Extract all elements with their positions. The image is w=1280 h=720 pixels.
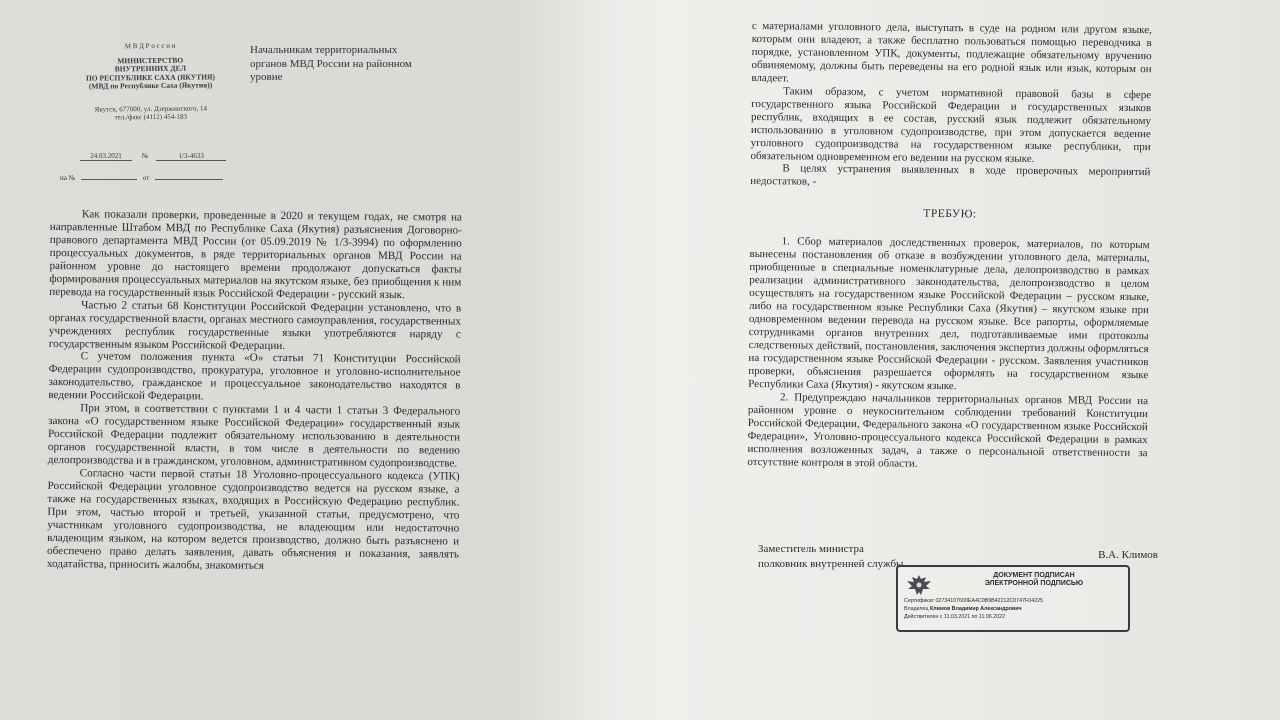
demand-item: 1. Сбор материалов доследственных проверок, материалов, по которым вынесены постановления об отказе в возбуждении уголовного дела, материалы, приобщенные в специальные номенклатурные дела, делопроизводство в рамках реализации административного законодательства, делопроизводство в целом осуществлять на государственном языке Российской Федерации – русском языке, либо на государственном языке Республики Саха (Якутия) – якутском языке при одновременном ведении перевода на русском языке. Все рапорты, оформляемые сотрудниками органов внутренних дел, подготавливаемые ими протоколы следственных действий, постановления, заключения экспертиз должны оформляться на государственном языке Российской Федерации - русском. Заявления участников проверки, объяснения разрешается оформлять на государственном языке Республики Саха (Якутия) - якутском языке. — [748, 235, 1150, 392]
eagle-emblem-icon — [904, 573, 934, 597]
letter-date: 24.03.2021 — [80, 152, 132, 161]
paragraph-continuation: с материалами уголовного дела, выступать в суде на родном или другом языке, которым они владеют, а также бесплатно пользоваться помощью переводчика в порядке, установленном УПК, документы, подлежащие обязательному вручению обвиняемому, должны быть переведены на его родной язык или язык, которым он владеет. — [751, 20, 1152, 85]
letterhead-internal: ВНУТРЕННИХ ДЕЛ — [114, 63, 187, 74]
signature-name: В.А. Климов — [1098, 549, 1158, 561]
letter-date-number — [80, 152, 240, 161]
paragraph: С учетом положения пункта «О» статьи 71 Конституции Российской Федерации судопроизводство, прокуратура, уголовное и уголовно-исполнительное законодательство, гражданское и процессуальное законодательство находятся в ведении Российской Федерации. — [48, 350, 461, 403]
addressee: Начальникам территориальных органов МВД России на районном уровне — [250, 44, 412, 83]
paragraph: Частью 2 статьи 68 Конституции Российской Федерации установлено, что в органах государственной власти, органах местного самоуправления, государственных учреждениях республик государственные языки употребляются наряду с государственным языком Российской Федерации. — [48, 298, 462, 352]
body-right — [747, 20, 1152, 473]
esign-cert-value: 02734107600EA4C0B9B42212C0747F04225 — [935, 598, 1043, 604]
esign-cert-label: Сертификат — [904, 598, 934, 604]
paragraph: Согласно части первой статьи 18 Уголовно-процессуального кодекса (УПК) Российской Федерации уголовное судопроизводство ведется на русском языке, а также на государственных языках, входящих в Российскую Федерацию республик. При этом, частью второй и третьей, указанной статьи, предусмотрено, что участникам уголовного судопроизводства, не владеющим или недостаточно владеющим языком, на котором ведется производство, должно быть разъяснено и обеспечено право делать заявления, давать объяснения и показания, заявлять ходатайства, приносить жалобы, знакомиться — [46, 467, 460, 572]
esign-valid-label: Действителен — [904, 614, 939, 620]
reference-number-line — [60, 174, 223, 182]
esign-owner-row — [904, 605, 1043, 613]
paragraph: При этом, в соответствии с пунктами 1 и 4 части 1 статьи 3 Федерального закона «О государственном языке Российской Федерации» государственный язык Российской Федерации подлежит обязательному использованию в деятельности органов государственной власти, в том числе в деятельности по ведению делопроизводства и в гражданском, уголовном, административном судопроизводстве. — [47, 402, 461, 470]
letterhead — [58, 41, 244, 122]
paragraph: В целях устранения выявленных в ходе проверочных мероприятий недостатков, - — [750, 162, 1151, 189]
letterhead-mvd: М В Д Р о с с и и — [124, 41, 176, 51]
letterhead-address: Якутск, 677000, ул. Дзержинского, 14 — [94, 103, 207, 114]
demand-item: 2. Предупреждаю начальников территориальных органов МВД России на районном уровне о неукоснительном соблюдении требований Конституции Российской Федерации, Федерального закона «О государственном языке Российской Федерации», Уголовно-процессуального кодекса Российской Федерации в рамках исполнения возложенных задач, а также о персональной ответственности за отсутствие контроля в этой области. — [747, 391, 1149, 470]
paragraph: Как показали проверки, проведенные в 2020 и текущем годах, не смотря на направленные Штабом МВД по Республике Саха (Якутия) разъяснения Договорно-правового департамента МВД России (от 05.09.2019 № 1/3-3994) по оформлению процессуальных документов, в ряде территориальных органов МВД России на районном уровне до настоящего времени продолжают допускаться факты формирования процессуальных материалов на якутском языке, без приобщения к ним перевода на государственный язык Российской Федерации - русский язык. — [49, 208, 462, 301]
esign-owner-value: Климов Владимир Александрович — [930, 606, 1022, 612]
signature-title-2: полковник внутренней службы — [758, 558, 904, 570]
signature-title-1: Заместитель министра — [758, 543, 864, 555]
letterhead-republic: ПО РЕСПУБЛИКЕ САХА (ЯКУТИЯ) — [85, 71, 215, 83]
esign-valid-row — [904, 613, 1043, 621]
electronic-signature-stamp — [896, 565, 1130, 632]
esign-details — [904, 597, 1043, 621]
esign-owner-label: Владелец — [904, 606, 929, 612]
esign-title — [944, 572, 1124, 588]
number-label: № — [141, 152, 149, 160]
paragraph: Таким образом, с учетом нормативной правовой базы в сфере государственного языка Российской Федерации и государственных языков республик, входящих в ее состав, русский язык подлежит обязательному использованию в уголовном судопроизводстве, при этом допускается ведение уголовного судопроизводства на государственном языке республики, при обязательном одновременном его ведении на русском языке. — [750, 85, 1152, 165]
demand-heading: ТРЕБУЮ: — [923, 208, 977, 221]
right-page — [640, 0, 1280, 720]
esign-title-1: ДОКУМЕНТ ПОДПИСАН — [993, 572, 1075, 579]
letterhead-phone: тел./факс (4112) 454-183 — [114, 112, 188, 122]
body-left — [47, 208, 462, 574]
ot-label: от — [142, 174, 150, 182]
esign-title-2: ЭЛЕКТРОННОЙ ПОДПИСЬЮ — [984, 580, 1084, 587]
letterhead-abbr: (МВД по Республике Саха (Якутия)) — [88, 80, 213, 91]
letterhead-ministry: МИНИСТЕРСТВО — [117, 55, 184, 65]
na-label: на № — [60, 174, 76, 182]
esign-cert-row — [904, 597, 1043, 605]
letter-number: 1/3-4633 — [156, 152, 226, 161]
esign-valid-value: с 11.03.2021 по 11.06.2022 — [939, 614, 1006, 620]
